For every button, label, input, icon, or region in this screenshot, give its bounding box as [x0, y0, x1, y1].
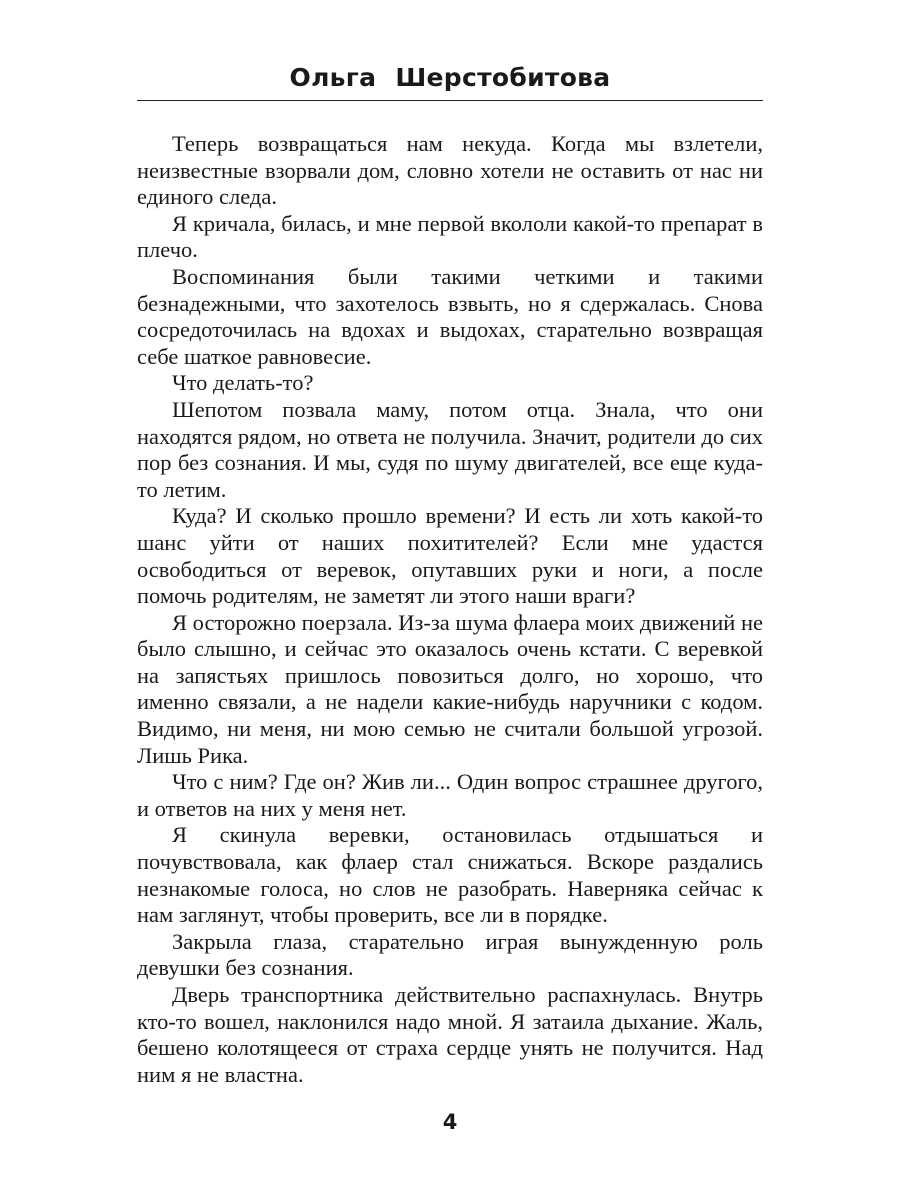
author-name: Ольга Шерстобитова: [289, 63, 611, 92]
paragraph: Теперь возвращаться нам некуда. Когда мы взлетели, неизвестные взорвали дом, словно хотели не оставить от нас ни единого следа.: [137, 131, 763, 210]
paragraph: Я осторожно поерзала. Из-за шума флаера моих движений не было слышно, и сейчас это оказалось очень кстати. С веревкой на запястьях пришлось повозиться долго, но хорошо, что именно связали, а не надели какие-нибудь наручники с кодом. Видимо, ни меня, ни мою семью не считали большой угрозой. Лишь Рика.: [137, 609, 763, 768]
running-header: [137, 60, 763, 101]
paragraph: Что с ним? Где он? Жив ли... Один вопрос страшнее другого, и ответов на них у меня нет.: [137, 769, 763, 821]
page-number: 4: [442, 1110, 458, 1134]
paragraph: Воспоминания были такими четкими и такими безнадежными, что захотелось взвыть, но я сдержалась. Снова сосредоточилась на вдохах и выдохах, старательно возвращая себе шаткое равновесие.: [137, 263, 763, 369]
page-body: [137, 131, 763, 1088]
paragraph: Что делать-то?: [172, 370, 314, 396]
paragraph: Я кричала, билась, и мне первой вкололи какой-то препарат в плечо.: [137, 210, 763, 263]
paragraph: Куда? И сколько прошло времени? И есть ли хоть какой-то шанс уйти от наших похитителей? Если мне удастся освободиться от веревок, опутавших руки и ноги, а после помочь родителям, не заметят ли этого наши враги?: [137, 503, 763, 609]
paragraph: Дверь транспортника действительно распахнулась. Внутрь кто-то вошел, наклонился надо мной. Я затаила дыхание. Жаль, бешено колотящееся от страха сердце унять не получится. Над ним я не властна.: [137, 982, 763, 1087]
paragraph: Я скинула веревки, остановилась отдышаться и почувствовала, как флаер стал снижаться. Вскоре раздались незнакомые голоса, но слов не разобрать. Наверняка сейчас к нам заглянут, чтобы проверить, все ли в порядке.: [137, 822, 763, 928]
paragraph: Закрыла глаза, старательно играя вынужденную роль девушки без сознания.: [137, 928, 763, 981]
paragraph: Шепотом позвала маму, потом отца. Знала, что они находятся рядом, но ответа не получила. Значит, родители до сих пор без сознания. И мы, судя по шуму двигателей, все еще куда-то летим.: [137, 396, 763, 502]
